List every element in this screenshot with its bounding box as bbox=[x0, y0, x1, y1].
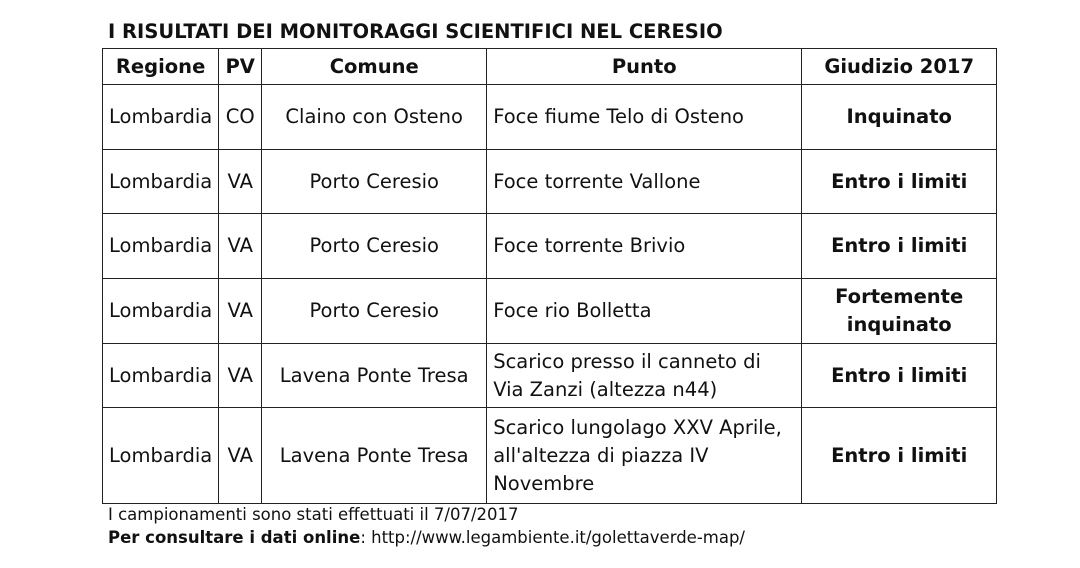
cell-regione: Lombardia bbox=[103, 408, 219, 504]
table-row bbox=[103, 214, 997, 279]
table-row bbox=[103, 408, 997, 504]
header-giudizio: Giudizio 2017 bbox=[802, 49, 997, 85]
sampling-date-note: I campionamenti sono stati effettuati il 7/07/2017 bbox=[108, 505, 519, 524]
table-row bbox=[103, 279, 997, 344]
cell-regione: Lombardia bbox=[103, 85, 219, 150]
cell-giudizio: Entro i limiti bbox=[802, 214, 997, 279]
table-row bbox=[103, 85, 997, 150]
cell-pv: VA bbox=[219, 150, 262, 214]
cell-regione: Lombardia bbox=[103, 279, 219, 344]
cell-giudizio: Inquinato bbox=[802, 85, 997, 150]
table-header-row bbox=[103, 49, 997, 85]
online-data-line bbox=[108, 528, 745, 547]
page-title: I RISULTATI DEI MONITORAGGI SCIENTIFICI NEL CERESIO bbox=[108, 20, 723, 43]
header-punto: Punto bbox=[487, 49, 802, 85]
cell-punto: Foce torrente Vallone bbox=[487, 150, 802, 214]
table-row bbox=[103, 344, 997, 408]
cell-giudizio: Entro i limiti bbox=[802, 344, 997, 408]
cell-giudizio: Entro i limiti bbox=[802, 408, 997, 504]
cell-giudizio: Fortemente inquinato bbox=[802, 279, 997, 344]
cell-pv: VA bbox=[219, 344, 262, 408]
header-comune: Comune bbox=[262, 49, 487, 85]
cell-punto: Foce torrente Brivio bbox=[487, 214, 802, 279]
cell-pv: VA bbox=[219, 279, 262, 344]
cell-giudizio: Entro i limiti bbox=[802, 150, 997, 214]
cell-punto: Foce fiume Telo di Osteno bbox=[487, 85, 802, 150]
cell-comune: Lavena Ponte Tresa bbox=[262, 344, 487, 408]
online-data-separator: : bbox=[360, 528, 372, 547]
cell-regione: Lombardia bbox=[103, 214, 219, 279]
cell-punto: Scarico presso il canneto di Via Zanzi (altezza n44) bbox=[487, 344, 802, 408]
cell-comune: Porto Ceresio bbox=[262, 279, 487, 344]
cell-comune: Claino con Osteno bbox=[262, 85, 487, 150]
header-regione: Regione bbox=[103, 49, 219, 85]
cell-punto: Foce rio Bolletta bbox=[487, 279, 802, 344]
cell-regione: Lombardia bbox=[103, 150, 219, 214]
cell-comune: Porto Ceresio bbox=[262, 214, 487, 279]
cell-comune: Lavena Ponte Tresa bbox=[262, 408, 487, 504]
online-data-url[interactable]: http://www.legambiente.it/golettaverde-map/ bbox=[371, 528, 745, 547]
cell-pv: VA bbox=[219, 408, 262, 504]
cell-pv: CO bbox=[219, 85, 262, 150]
cell-punto: Scarico lungolago XXV Aprile, all'altezza di piazza IV Novembre bbox=[487, 408, 802, 504]
cell-pv: VA bbox=[219, 214, 262, 279]
cell-regione: Lombardia bbox=[103, 344, 219, 408]
online-data-label: Per consultare i dati online bbox=[108, 528, 361, 547]
table-row bbox=[103, 150, 997, 214]
cell-comune: Porto Ceresio bbox=[262, 150, 487, 214]
header-pv: PV bbox=[219, 49, 262, 85]
results-table bbox=[102, 48, 997, 504]
